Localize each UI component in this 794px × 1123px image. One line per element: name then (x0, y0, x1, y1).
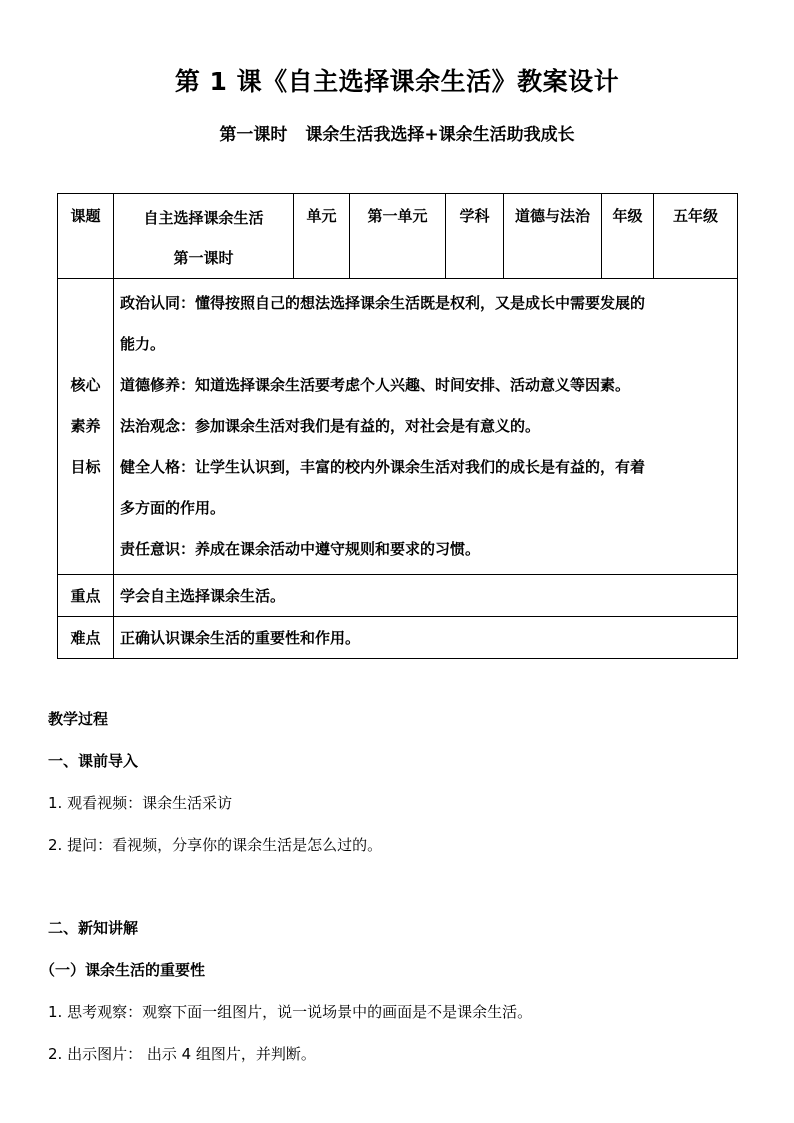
document-title: 第 1 课《自主选择课余生活》教案设计 (174, 67, 620, 96)
difficulty-label: 难点 (58, 617, 114, 659)
core-goals-content-cell (114, 279, 738, 575)
section2-heading: 二、新知讲解 (48, 919, 139, 937)
document-subtitle (0, 120, 794, 145)
core-goals-row (58, 279, 738, 575)
section2-item-1: 1. 思考观察：观察下面一组图片，说一说场景中的画面是不是课余生活。 (48, 1003, 533, 1021)
section1-heading: 一、课前导入 (48, 752, 139, 770)
section1-item-1: 1. 观看视频：课余生活采访 (48, 794, 233, 812)
difficulty-row (58, 617, 738, 659)
subtitle-topics: 课余生活我选择+课余生活助我成长 (305, 125, 575, 145)
unit-label-cell: 单元 (294, 194, 350, 279)
unit-value-cell: 第一单元 (350, 194, 446, 279)
grade-label-cell: 年级 (602, 194, 654, 279)
core-goal-line: 健全人格：让学生认识到，丰富的校内外课余生活对我们的成长是有益的，有着 (120, 458, 646, 476)
key-point-value: 学会自主选择课余生活。 (114, 575, 738, 617)
table-header-row (58, 194, 738, 279)
subject-label-cell: 学科 (446, 194, 504, 279)
subtitle-period: 第一课时 (219, 125, 288, 145)
core-goal-line: 多方面的作用。 (120, 499, 226, 517)
core-goal-line: 道德修养：知道选择课余生活要考虑个人兴趣、时间安排、活动意义等因素。 (120, 376, 631, 394)
core-goal-line: 责任意识：养成在课余活动中遵守规则和要求的习惯。 (120, 540, 481, 558)
key-point-label: 重点 (58, 575, 114, 617)
topic-value-line2: 第一课时 (173, 249, 234, 267)
topic-label-cell: 课题 (58, 194, 114, 279)
grade-value-cell: 五年级 (654, 194, 738, 279)
process-heading: 教学过程 (48, 710, 109, 728)
key-point-row (58, 575, 738, 617)
section2-sub-heading: （一）课余生活的重要性 (40, 961, 206, 979)
core-goal-line: 能力。 (120, 335, 166, 353)
section1-item-2: 2. 提问：看视频，分享你的课余生活是怎么过的。 (48, 836, 383, 854)
topic-value-line1: 自主选择课余生活 (143, 209, 264, 227)
core-goal-line: 政治认同：懂得按照自己的想法选择课余生活既是权利，又是成长中需要发展的 (120, 294, 646, 312)
core-goals-label-cell: 核心 素养 目标 (58, 279, 114, 575)
lesson-info-table (57, 193, 738, 659)
core-goal-line: 法治观念：参加课余生活对我们是有益的，对社会是有意义的。 (120, 417, 541, 435)
difficulty-value: 正确认识课余生活的重要性和作用。 (114, 617, 738, 659)
section2-item-2: 2. 出示图片： 出示 4 组图片，并判断。 (48, 1045, 316, 1063)
subject-value-cell: 道德与法治 (504, 194, 602, 279)
topic-value-cell (114, 194, 294, 279)
